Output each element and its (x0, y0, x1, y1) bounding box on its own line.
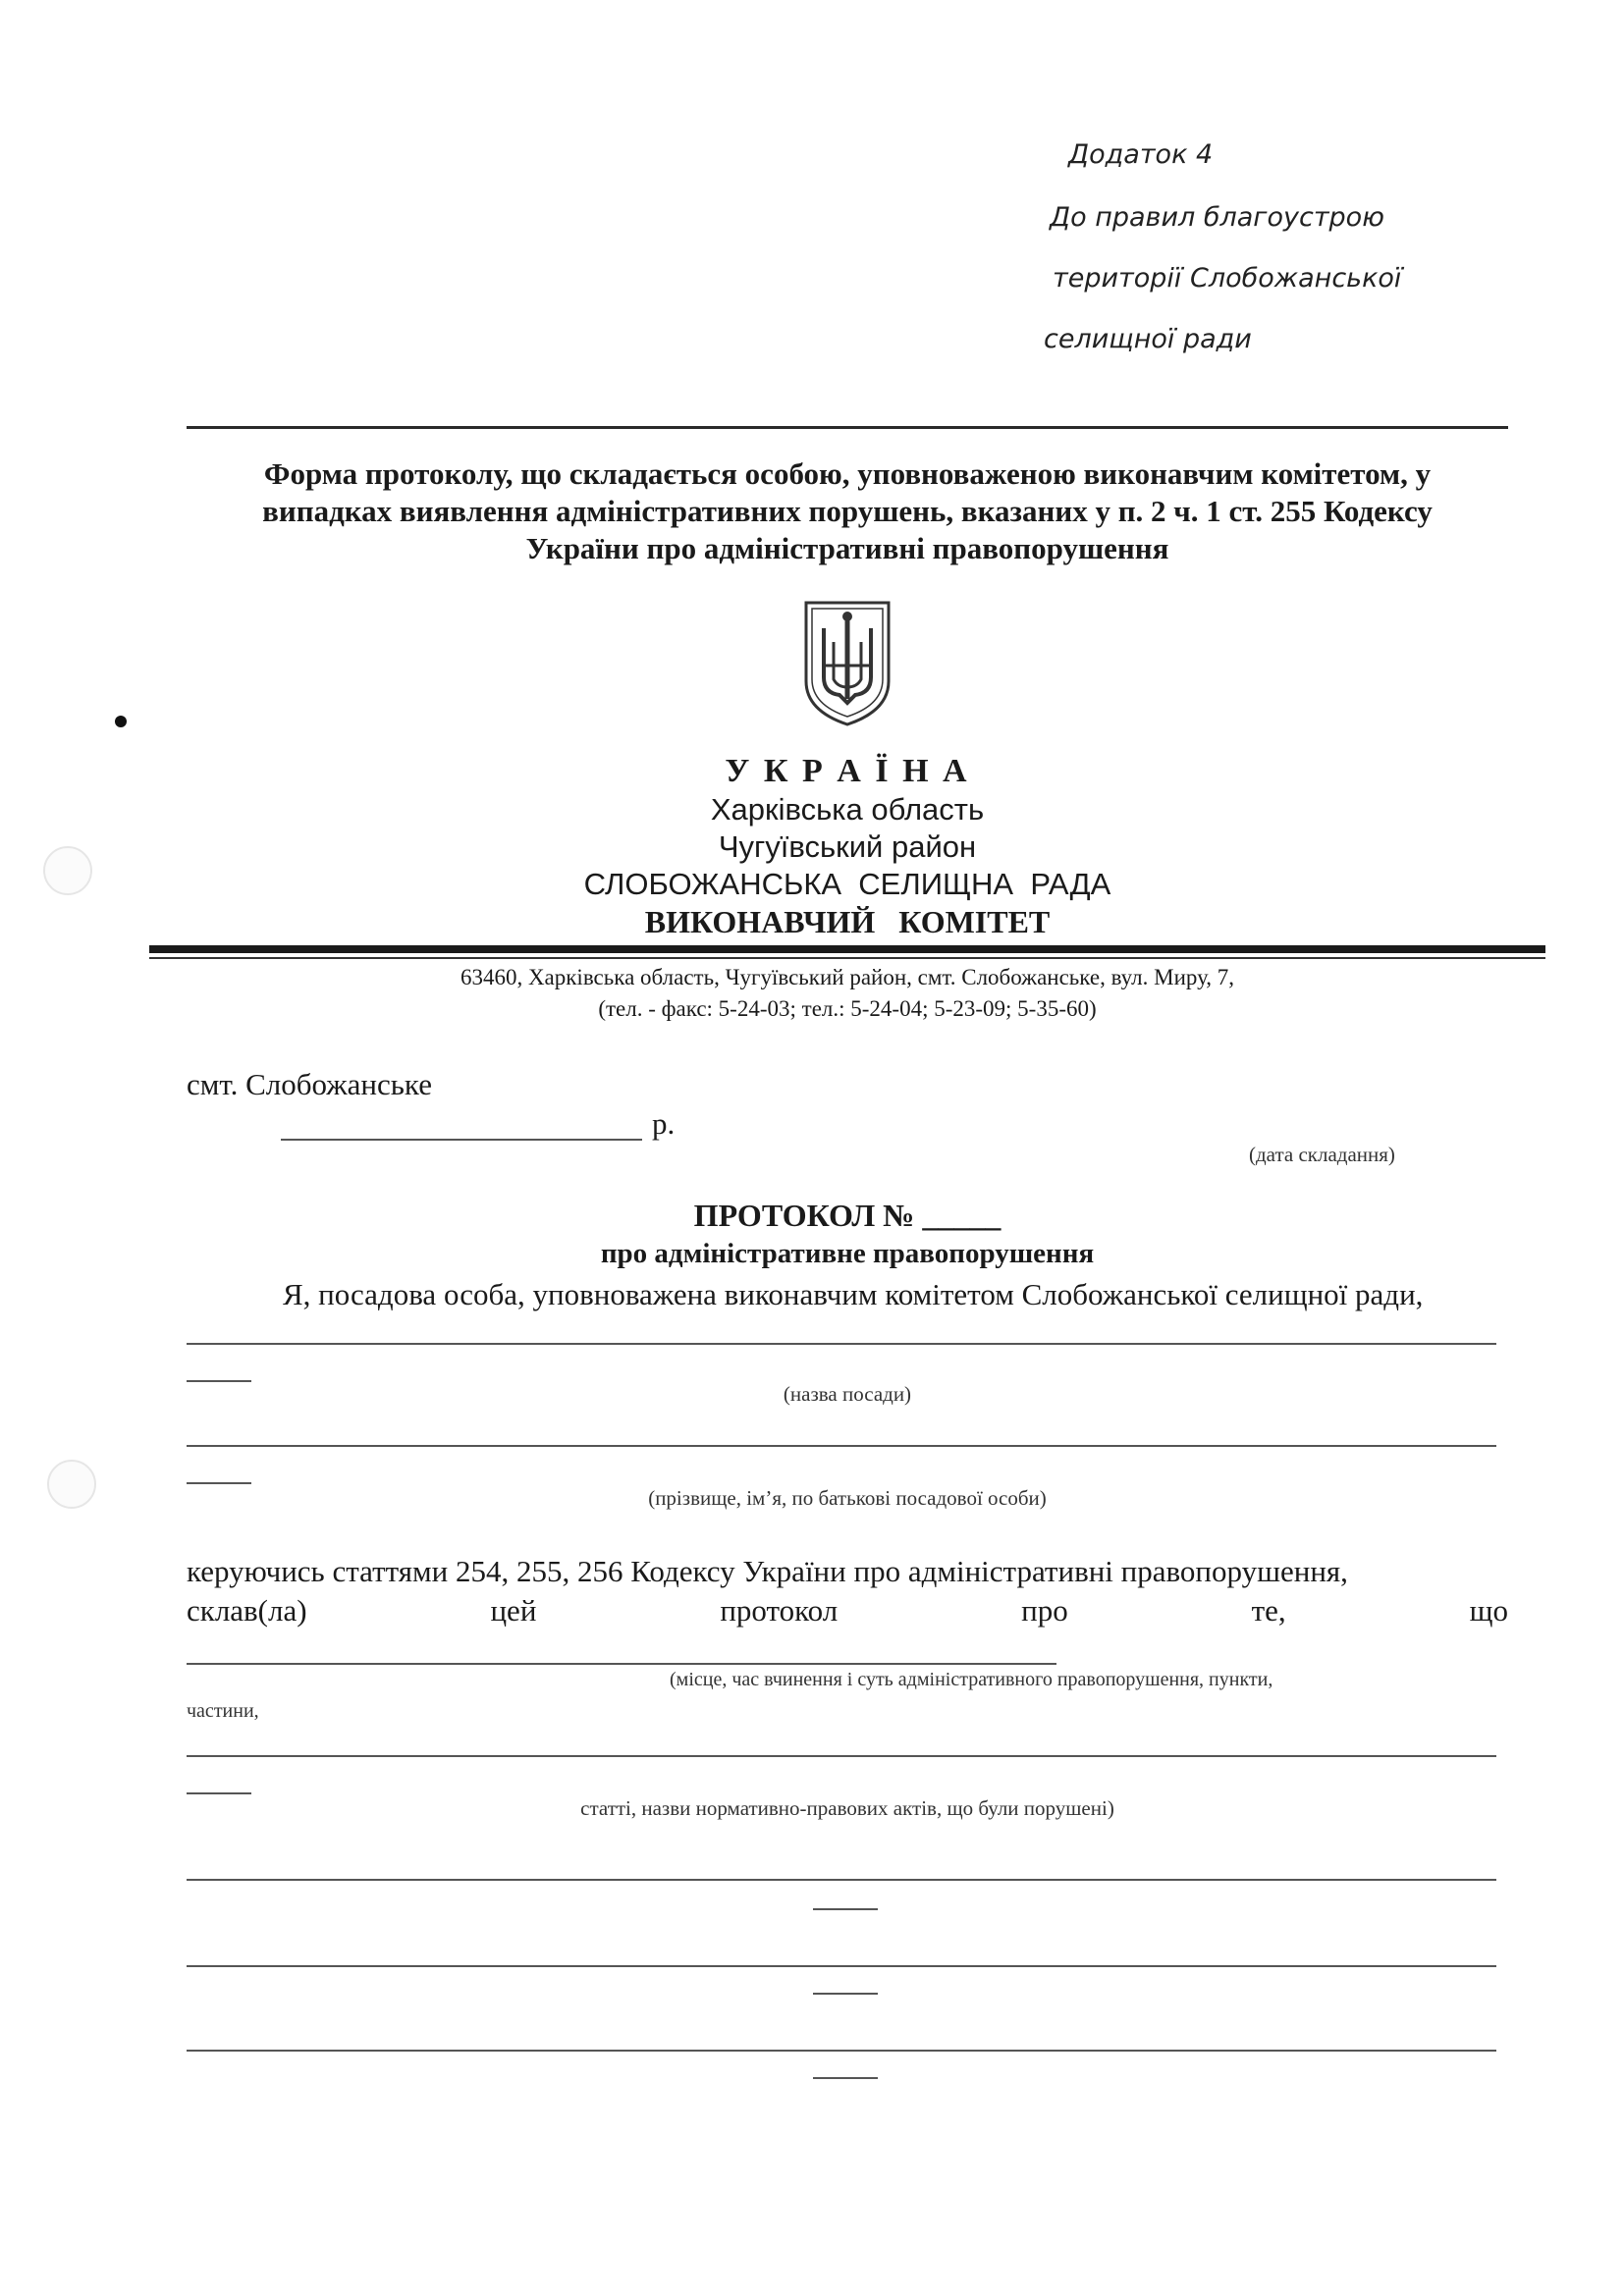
country-name: У К Р А Ї Н А (725, 753, 970, 789)
scan-dot (115, 716, 127, 727)
justified-words (187, 1592, 1508, 1629)
word-protokol: протокол (720, 1593, 839, 1628)
blank-line-1[interactable] (187, 1879, 1496, 1881)
violation-caption-a: (місце, час вчинення і суть адміністративного правопорушення, пункти, (670, 1669, 1273, 1690)
address-line: 63460, Харківська область, Чугуївський район, смт. Слобожанське, вул. Миру, 7, (460, 965, 1235, 989)
place-name: смт. Слобожанське (187, 1067, 432, 1101)
top-divider (187, 426, 1508, 429)
violation-field-line-2[interactable] (187, 1755, 1496, 1757)
letterhead-divider (149, 945, 1545, 953)
violation-caption-b: частини, (187, 1700, 259, 1722)
punch-hole-upper (43, 846, 92, 895)
committee-name: ВИКОНАВЧИЙ КОМІТЕТ (644, 904, 1051, 939)
appendix-line-2: До правил благоустрою (1050, 202, 1384, 233)
protocol-title: ПРОТОКОЛ № _____ (693, 1198, 1001, 1233)
name-caption: (прізвище, ім’я, по батькові посадової особи) (648, 1486, 1047, 1510)
word-shcho: що (1469, 1593, 1508, 1628)
word-te: те, (1251, 1593, 1286, 1628)
word-tsei: цей (490, 1593, 537, 1628)
intro-sentence: Я, посадова особа, уповноважена виконавчим комітетом Слобожанської селищної ради, (283, 1277, 1424, 1311)
date-field-line[interactable] (281, 1139, 642, 1141)
form-title-line-1: Форма протоколу, що складається особою, уповноваженою виконавчим комітетом, у (263, 456, 1432, 491)
violation-field-tail-2 (187, 1792, 251, 1794)
appendix-line-1: Додаток 4 (1068, 139, 1214, 170)
punch-hole-lower (47, 1460, 96, 1509)
articles-caption: статті, назви нормативно-правових актів, що були порушені) (580, 1796, 1114, 1820)
protocol-heading (187, 1196, 1508, 1272)
blank-line-1-tail (813, 1908, 878, 1910)
blank-line-3-tail (813, 2077, 878, 2079)
address-block (187, 962, 1508, 1025)
form-title (187, 455, 1508, 567)
violation-field-line-1[interactable] (187, 1663, 1056, 1665)
position-field-line[interactable] (187, 1343, 1496, 1345)
district-name: Чугуївський район (718, 829, 977, 864)
date-caption: (дата складання) (1249, 1143, 1395, 1166)
council-name: СЛОБОЖАНСЬКА СЕЛИЩНА РАДА (583, 867, 1111, 901)
form-title-line-2: випадках виявлення адміністративних порушень, вказаних у п. 2 ч. 1 ст. 255 Кодексу (262, 494, 1433, 528)
blank-line-3[interactable] (187, 2050, 1496, 2052)
region-name: Харківська область (710, 792, 985, 827)
letterhead (187, 752, 1508, 940)
form-title-line-3: України про адміністративні правопорушення (525, 531, 1169, 565)
letterhead-divider-thin (149, 957, 1545, 959)
guided-sentence: керуючись статтями 254, 255, 256 Кодексу України про адміністративні правопорушення, (187, 1554, 1348, 1588)
blank-line-2[interactable] (187, 1965, 1496, 1967)
blank-line-2-tail (813, 1993, 878, 1995)
coat-of-arms-icon (800, 597, 894, 730)
name-field-line[interactable] (187, 1445, 1496, 1447)
word-pro: про (1021, 1593, 1068, 1628)
appendix-line-4: селищної ради (1044, 324, 1252, 354)
phones-line: (тел. - факс: 5-24-03; тел.: 5-24-04; 5-23-09; 5-35-60) (598, 996, 1097, 1021)
name-field-tail (187, 1482, 251, 1484)
word-sklav: склав(ла) (187, 1593, 307, 1628)
position-caption: (назва посади) (783, 1382, 912, 1406)
date-suffix: р. (652, 1106, 676, 1141)
appendix-line-3: території Слобожанської (1053, 263, 1402, 294)
protocol-subtitle: про адміністративне правопорушення (600, 1238, 1095, 1269)
